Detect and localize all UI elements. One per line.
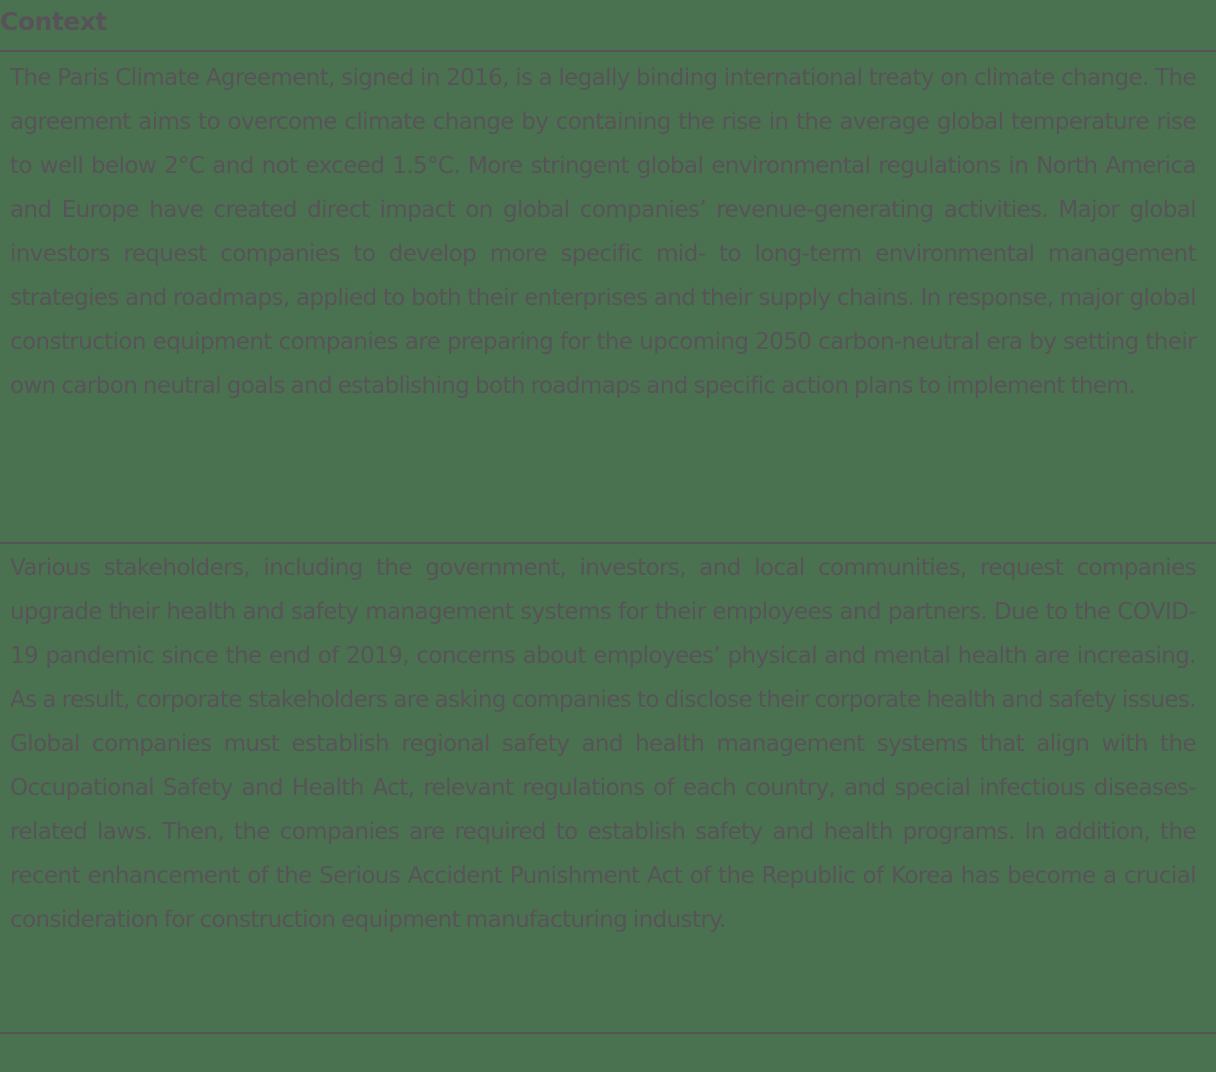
divider-bottom (0, 1032, 1216, 1034)
section-title: Context (0, 7, 107, 36)
divider-top (0, 50, 1216, 52)
paragraph-health-safety: Various stakeholders, including the government, investors, and local communities, request companies upgrade their health and safety management systems for their employees and partners. Due to the COVID-19 pandemic since the end of 2019, concerns about employees’ physical and mental health are increasing. As a result, corporate stakeholders are asking companies to disclose their corporate health and safety issues. Global companies must establish regional safety and health management systems that align with the Occupational Safety and Health Act, relevant regulations of each country, and special infectious diseases-related laws. Then, the companies are required to establish safety and health programs. In addition, the recent enhancement of the Serious Accident Punishment Act of the Republic of Korea has become a crucial consideration for construction equipment manufacturing industry. (10, 555, 1196, 933)
paragraph-climate-agreement: The Paris Climate Agreement, signed in 2016, is a legally binding international treaty on climate change. The agreement aims to overcome climate change by containing the rise in the average global temperature rise to well below 2°C and not exceed 1.5°C. More stringent global environmental regulations in North America and Europe have created direct impact on global companies’ revenue-generating activities. Major global investors request companies to develop more specific mid- to long-term environmental management strategies and roadmaps, applied to both their enterprises and their supply chains. In response, major global construction equipment companies are preparing for the upcoming 2050 carbon-neutral era by setting their own carbon neutral goals and establishing both roadmaps and specific action plans to implement them. (10, 65, 1196, 399)
divider-middle (0, 542, 1216, 544)
